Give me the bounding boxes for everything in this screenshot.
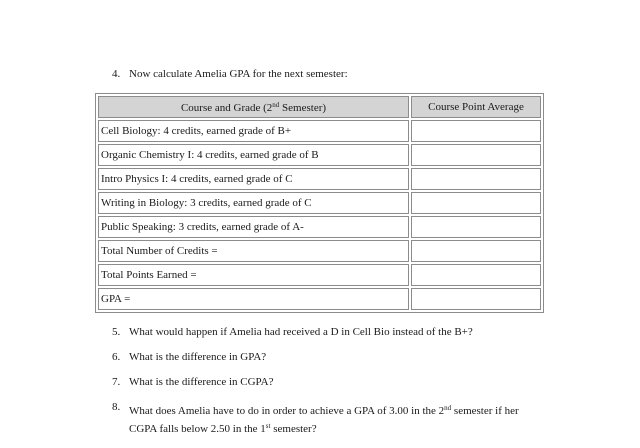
- row-answer-cell[interactable]: [411, 216, 541, 238]
- row-answer-cell[interactable]: [411, 144, 541, 166]
- table-row: [98, 168, 541, 190]
- question-number: 5.: [112, 326, 121, 338]
- question-number: 7.: [112, 376, 121, 388]
- row-answer-cell[interactable]: [411, 264, 541, 286]
- table-row: [98, 264, 541, 286]
- row-answer-cell[interactable]: [411, 192, 541, 214]
- table-row: [98, 192, 541, 214]
- row-label: Total Number of Credits =: [98, 240, 409, 262]
- question-text: What is the difference in CGPA?: [129, 376, 274, 388]
- question-text: What would happen if Amelia had received a D in Cell Bio instead of the B+?: [129, 326, 473, 338]
- table-row: [98, 240, 541, 262]
- row-label: Cell Biology: 4 credits, earned grade of B+: [98, 120, 409, 142]
- row-answer-cell[interactable]: [411, 120, 541, 142]
- header-course-grade: Course and Grade (2nd Semester): [98, 96, 409, 118]
- table-row: [98, 144, 541, 166]
- row-answer-cell[interactable]: [411, 168, 541, 190]
- row-answer-cell[interactable]: [411, 288, 541, 310]
- gpa-table: [95, 93, 544, 313]
- question-text: Now calculate Amelia GPA for the next semester:: [129, 68, 348, 80]
- question-number: 6.: [112, 351, 121, 363]
- question-text: What is the difference in GPA?: [129, 351, 267, 363]
- table-header-row: [98, 96, 541, 118]
- row-label: Writing in Biology: 3 credits, earned grade of C: [98, 192, 409, 214]
- table-row: [98, 288, 541, 310]
- question-text: What does Amelia have to do in order to achieve a GPA of 3.00 in the 2nd semester if her CGPA falls below 2.50 in the 1st semester?: [129, 404, 519, 435]
- table-row: [98, 120, 541, 142]
- row-label: GPA =: [98, 288, 409, 310]
- row-answer-cell[interactable]: [411, 240, 541, 262]
- row-label: Intro Physics I: 4 credits, earned grade of C: [98, 168, 409, 190]
- row-label: Organic Chemistry I: 4 credits, earned grade of B: [98, 144, 409, 166]
- question-number: 4.: [112, 68, 121, 80]
- table-row: [98, 216, 541, 238]
- row-label: Total Points Earned =: [98, 264, 409, 286]
- header-course-point-average: Course Point Average: [411, 96, 541, 118]
- row-label: Public Speaking: 3 credits, earned grade of A-: [98, 216, 409, 238]
- question-number: 8.: [112, 401, 121, 413]
